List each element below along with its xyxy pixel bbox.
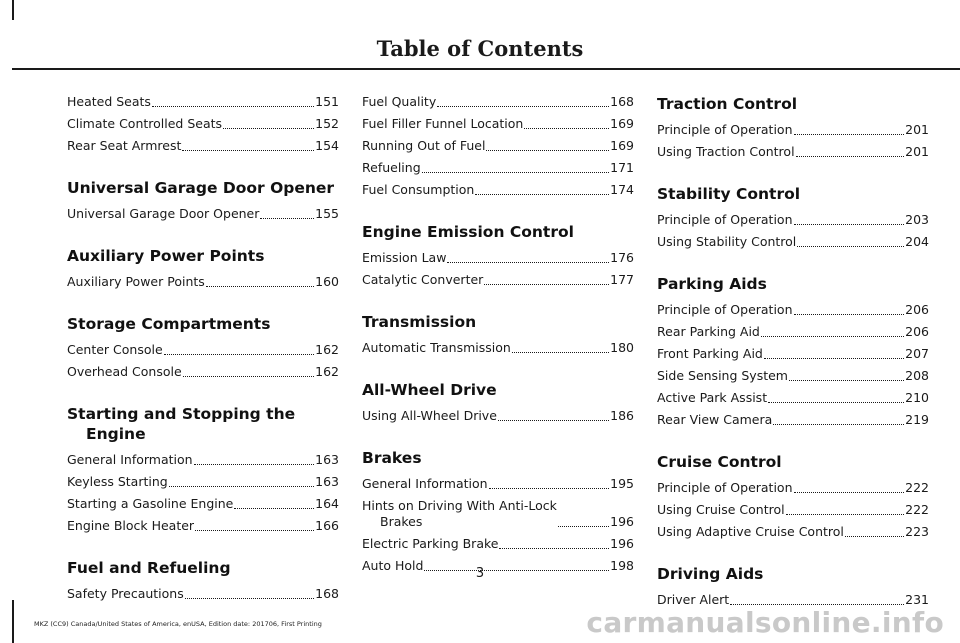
toc-entry-title [657,144,795,160]
toc-entry[interactable] [657,524,929,540]
toc-entry-title-text: Catalytic Converter [362,272,484,287]
toc-entry-title [362,536,498,552]
toc-entry-title [362,182,474,198]
crop-mark-top-left [12,0,14,20]
page-title: Table of Contents [376,36,584,61]
toc-entry-title [657,346,763,362]
toc-entry-page: 196 [610,514,634,529]
toc-column-3 [657,94,929,614]
toc-entry-page: 162 [315,364,339,379]
dot-leader [764,358,904,359]
toc-entry-title-text: Overhead Console [67,364,182,379]
toc-entry-title [657,122,793,138]
toc-entry-page: 208 [905,368,929,383]
toc-entry-title [67,342,163,358]
section-gap [67,540,339,558]
toc-entry-title [657,324,760,340]
toc-entry[interactable] [657,390,929,406]
dot-leader [489,488,610,489]
dot-leader [475,194,609,195]
toc-entry[interactable] [362,498,634,530]
toc-entry-title [67,274,205,290]
toc-entry[interactable] [657,122,929,138]
toc-column-1 [67,94,339,608]
section-heading-text: Stability Control [657,185,801,203]
toc-entry-title [362,138,485,154]
toc-entry-page: 201 [905,122,929,137]
dot-leader [773,424,904,425]
toc-entry-title-text: General Information [362,476,488,491]
toc-entry-title-text: Keyless Starting [67,474,168,489]
toc-entry-page: 223 [905,524,929,539]
toc-entry-page: 152 [315,116,339,131]
dot-leader [185,598,314,599]
dot-leader [499,548,609,549]
section-heading [362,312,634,332]
dot-leader [761,336,904,337]
section-heading-text: Cruise Control [657,453,782,471]
toc-entry-title-text: Front Parking Aid [657,346,763,361]
toc-entry[interactable] [362,536,634,552]
toc-entry-title [362,94,436,110]
toc-entry-title-text: Using Cruise Control [657,502,785,517]
toc-entry-title-text: Hints on Driving With Anti-Lock [362,498,557,513]
dot-leader [422,172,610,173]
section-gap [657,256,929,274]
toc-entry[interactable] [67,138,339,154]
dot-leader [223,128,314,129]
dot-leader [797,246,904,247]
toc-entry-title-text: Rear Seat Armrest [67,138,182,153]
toc-entry-page: 176 [610,250,634,265]
toc-entry-page: 177 [610,272,634,287]
toc-entry-page: 166 [315,518,339,533]
title-rule [12,68,960,70]
toc-entry[interactable] [362,476,634,492]
toc-entry-title [657,502,785,518]
toc-entry[interactable] [67,474,339,490]
toc-entry-title-text: Rear View Camera [657,412,773,427]
toc-entry-page: 169 [610,116,634,131]
toc-entry-title [67,586,184,602]
toc-entry-title [67,518,194,534]
toc-entry-title [67,452,193,468]
toc-entry-page: 174 [610,182,634,197]
toc-entry-title-text: Principle of Operation [657,212,793,227]
toc-entry[interactable] [67,94,339,110]
toc-entry-title-text: Auxiliary Power Points [67,274,205,289]
toc-entry-title [67,474,168,490]
toc-entry-page: 162 [315,342,339,357]
toc-entry-title-text: Electric Parking Brake [362,536,499,551]
toc-entry-title-text: Refueling [362,160,421,175]
toc-entry-page: 231 [905,592,929,607]
toc-entry-page: 169 [610,138,634,153]
toc-entry-page: 222 [905,502,929,517]
toc-entry-title [362,498,557,530]
toc-entry-title [657,390,767,406]
toc-entry-page: 207 [905,346,929,361]
section-heading-continuation: Engine [86,425,146,443]
toc-entry[interactable] [362,408,634,424]
dot-leader [182,150,314,151]
section-heading [657,274,929,294]
toc-entry-title [67,496,233,512]
toc-entry-page: 186 [610,408,634,423]
toc-entry-page: 222 [905,480,929,495]
toc-entry-title-text: Auto Hold [362,558,424,573]
toc-entry-title-text: Center Console [67,342,163,357]
toc-entry-title [657,368,788,384]
toc-entry-page: 163 [315,474,339,489]
section-heading-text: All-Wheel Drive [362,381,497,399]
toc-entry-title-text: Principle of Operation [657,122,793,137]
toc-entry-title [657,524,844,540]
dot-leader [234,508,314,509]
toc-entry-page: 198 [610,558,634,573]
toc-entry-title-text: Running Out of Fuel [362,138,486,153]
toc-entry[interactable] [362,182,634,198]
toc-entry-title-text: Side Sensing System [657,368,788,383]
dot-leader [786,514,905,515]
dot-leader [558,526,609,527]
toc-entry[interactable] [362,250,634,266]
dot-leader [768,402,904,403]
toc-entry[interactable] [657,368,929,384]
toc-entry[interactable] [657,144,929,160]
toc-entry-title-text: Universal Garage Door Opener [67,206,260,221]
toc-entry-title [362,408,497,424]
dot-leader [512,352,609,353]
toc-entry[interactable] [67,586,339,602]
toc-entry-title [362,250,446,266]
section-heading-text: Storage Compartments [67,315,271,333]
dot-leader [789,380,904,381]
section-heading [362,380,634,400]
section-heading [67,178,339,198]
toc-entry-page: 164 [315,496,339,511]
toc-entry[interactable] [67,452,339,468]
toc-entry[interactable] [657,502,929,518]
section-heading-text: Fuel and Refueling [67,559,231,577]
dot-leader [194,464,315,465]
toc-entry-title [657,302,793,318]
toc-entry-title-text: Rear Parking Aid [657,324,760,339]
toc-entry[interactable] [657,412,929,428]
toc-entry-title-text: Fuel Consumption [362,182,475,197]
section-heading-text: Universal Garage Door Opener [67,179,335,197]
toc-entry-title [362,476,488,492]
section-gap [657,546,929,564]
toc-entry-title-text: Using All-Wheel Drive [362,408,497,423]
section-gap [657,166,929,184]
section-heading [362,222,634,242]
toc-entry[interactable] [67,342,339,358]
dot-leader [498,420,609,421]
dot-leader [486,150,609,151]
dot-leader [260,218,314,219]
toc-entry-title-continuation: Brakes [380,514,423,529]
section-gap [67,160,339,178]
toc-entry[interactable] [362,160,634,176]
toc-entry-title-text: Heated Seats [67,94,151,109]
toc-entry-page: 151 [315,94,339,109]
toc-entry[interactable] [657,324,929,340]
toc-entry-page: 204 [905,234,929,249]
section-heading [657,94,929,114]
toc-entry[interactable] [362,94,634,110]
section-gap [67,296,339,314]
section-gap [67,228,339,246]
toc-entry[interactable] [67,274,339,290]
toc-entry[interactable] [362,272,634,288]
toc-entry-title [362,160,421,176]
dot-leader [794,314,905,315]
toc-entry-title-text: Starting a Gasoline Engine [67,496,234,511]
toc-entry-page: 206 [905,302,929,317]
dot-leader [794,492,905,493]
toc-entry-page: 168 [315,586,339,601]
dot-leader [524,128,609,129]
dot-leader [164,354,314,355]
toc-entry-page: 210 [905,390,929,405]
section-heading-text: Auxiliary Power Points [67,247,265,265]
toc-entry-title [362,116,523,132]
toc-entry-title-text: Driver Alert [657,592,730,607]
section-gap [67,386,339,404]
toc-entry-title-text: Safety Precautions [67,586,184,601]
toc-entry[interactable] [67,518,339,534]
section-heading-text: Parking Aids [657,275,767,293]
section-heading [67,314,339,334]
toc-entry-page: 195 [610,476,634,491]
dot-leader [730,604,904,605]
section-heading-text: Traction Control [657,95,798,113]
toc-entry-title [657,412,772,428]
dot-leader [845,536,904,537]
dot-leader [206,286,314,287]
dot-leader [794,224,905,225]
toc-entry-title [657,234,796,250]
toc-entry-title-text: General Information [67,452,193,467]
toc-entry[interactable] [67,364,339,380]
toc-entry-title [657,480,793,496]
toc-entry-title-text: Principle of Operation [657,302,793,317]
dot-leader [195,530,314,531]
section-heading-text: Engine Emission Control [362,223,574,241]
toc-entry-page: 201 [905,144,929,159]
dot-leader [484,284,609,285]
section-heading [67,404,339,444]
toc-entry-title-text: Fuel Quality [362,94,437,109]
dot-leader [152,106,314,107]
toc-entry-title-text: Principle of Operation [657,480,793,495]
section-heading [67,246,339,266]
section-heading-text: Driving Aids [657,565,764,583]
toc-entry-title-text: Using Adaptive Cruise Control [657,524,844,539]
section-gap [362,430,634,448]
toc-entry-page: 180 [610,340,634,355]
toc-entry[interactable] [657,234,929,250]
toc-entry-title [657,212,793,228]
toc-entry-title-text: Active Park Assist [657,390,768,405]
toc-entry-page: 206 [905,324,929,339]
toc-entry-page: 203 [905,212,929,227]
toc-entry[interactable] [362,138,634,154]
section-heading-text: Starting and Stopping the [67,405,296,423]
toc-entry-title [67,116,222,132]
toc-entry[interactable] [657,212,929,228]
toc-entry[interactable] [67,116,339,132]
toc-entry-title [67,206,259,222]
toc-entry-page: 196 [610,536,634,551]
toc-entry[interactable] [67,206,339,222]
section-heading-text: Brakes [362,449,422,467]
section-heading [657,452,929,472]
toc-entry-title [67,138,181,154]
toc-entry-page: 219 [905,412,929,427]
watermark: carmanualsonline.info [586,606,944,639]
crop-mark-bottom-left [12,600,14,643]
toc-entry-title-text: Using Traction Control [657,144,795,159]
toc-entry-title-text: Using Stability Control [657,234,797,249]
toc-entry-page: 155 [315,206,339,221]
toc-entry-title-text: Fuel Filler Funnel Location [362,116,524,131]
section-gap [657,434,929,452]
footer-edition-info: MKZ (CC9) Canada/United States of America, enUSA, Edition date: 201706, First Printing [34,620,322,628]
section-heading-text: Transmission [362,313,477,331]
section-heading [657,184,929,204]
dot-leader [796,156,905,157]
toc-entry[interactable] [362,116,634,132]
dot-leader [183,376,314,377]
toc-entry-title [362,340,511,356]
toc-entry-title-text: Engine Block Heater [67,518,195,533]
toc-entry[interactable] [657,480,929,496]
page-number: 3 [475,566,485,581]
section-gap [362,294,634,312]
toc-entry-page: 163 [315,452,339,467]
section-gap [362,362,634,380]
toc-entry-title [362,272,483,288]
dot-leader [169,486,314,487]
dot-leader [447,262,609,263]
toc-entry[interactable] [657,346,929,362]
toc-entry-title-text: Emission Law [362,250,447,265]
toc-entry-title-text: Automatic Transmission [362,340,511,355]
section-heading [362,448,634,468]
toc-entry-page: 154 [315,138,339,153]
dot-leader [794,134,905,135]
toc-entry-title-text: Climate Controlled Seats [67,116,223,131]
section-gap [362,204,634,222]
toc-entry[interactable] [362,340,634,356]
toc-entry-title [67,94,151,110]
toc-entry[interactable] [67,496,339,512]
toc-entry[interactable] [657,302,929,318]
toc-entry-title [67,364,182,380]
toc-entry-page: 168 [610,94,634,109]
toc-entry-page: 160 [315,274,339,289]
toc-entry-page: 171 [610,160,634,175]
dot-leader [437,106,609,107]
toc-column-2 [362,94,634,580]
